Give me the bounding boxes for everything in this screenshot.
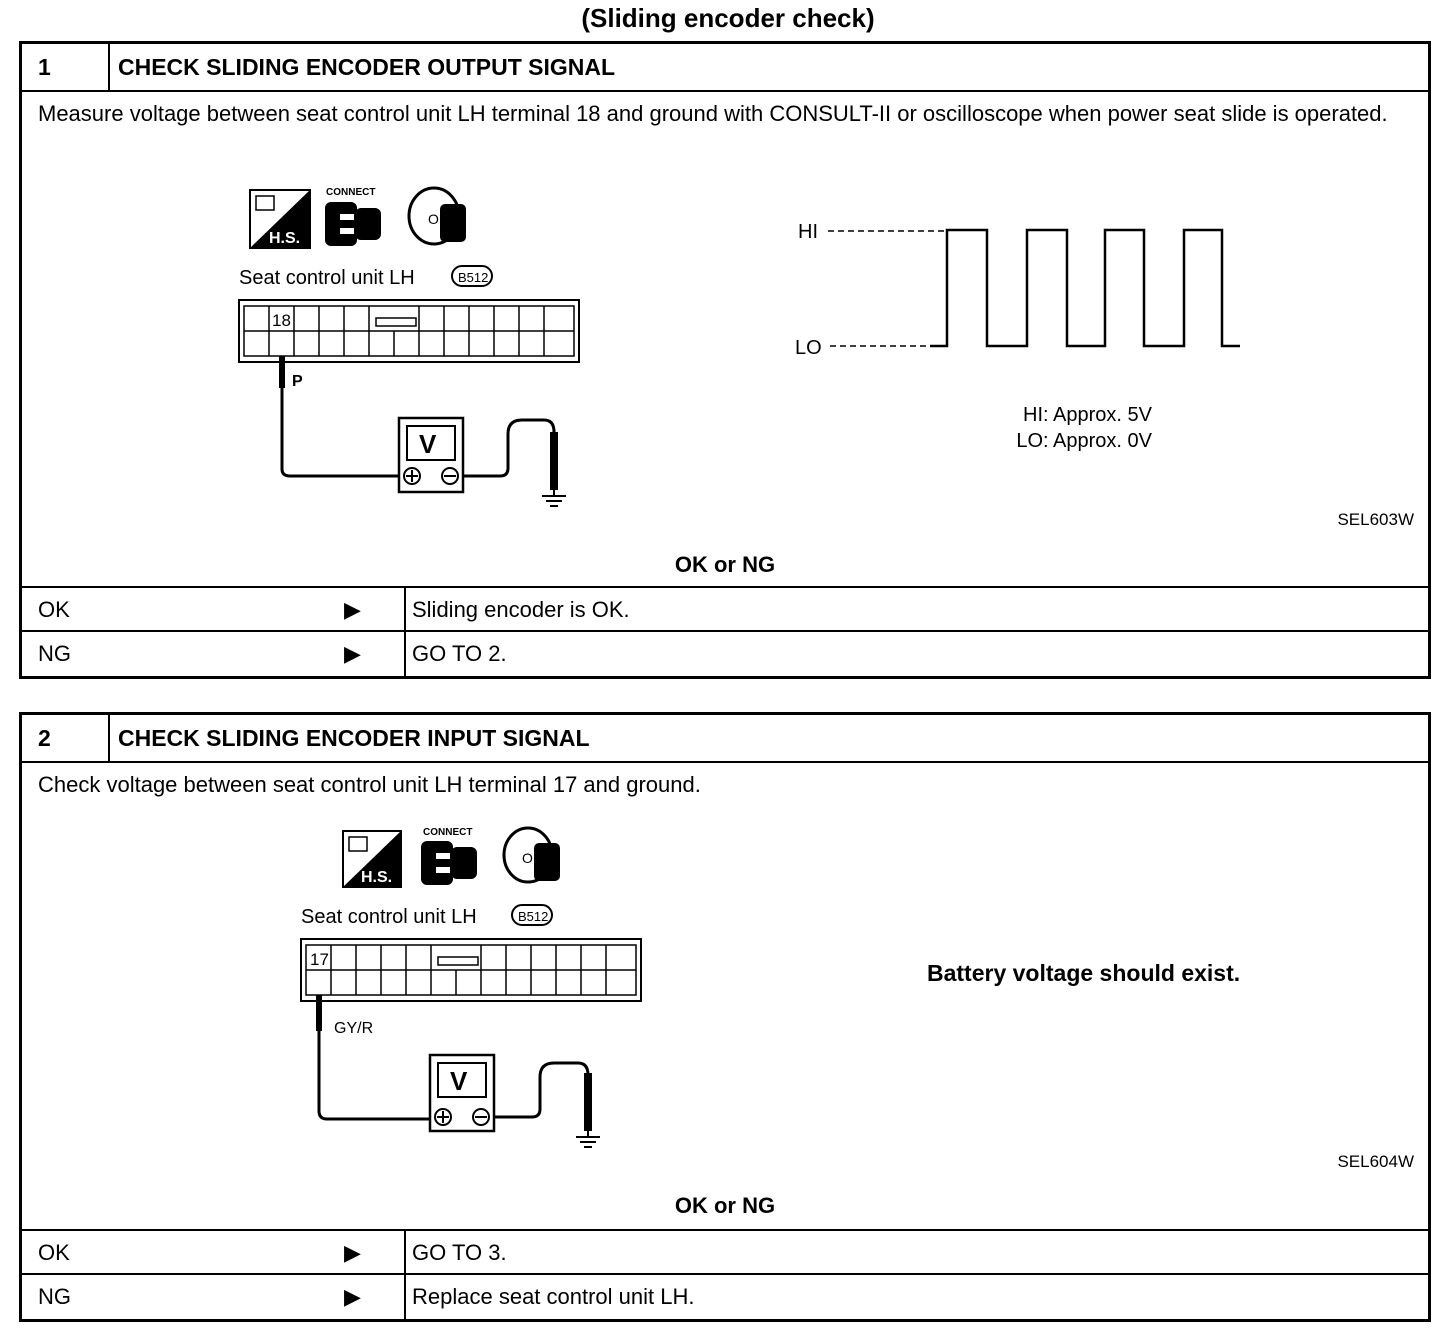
connector [301, 939, 641, 1001]
meter-label: V [450, 1066, 468, 1096]
step-2-number: 2 [22, 715, 110, 761]
hs-label: H.S. [269, 230, 301, 247]
hs-icon [250, 190, 310, 248]
wire-color-label: GY/R [334, 1020, 374, 1037]
probe [279, 356, 285, 388]
connector-code: B512 [518, 909, 549, 924]
ground-probe [584, 1073, 592, 1131]
result-row-ng [22, 630, 1428, 676]
voltmeter [430, 1055, 494, 1131]
result-value: Sliding encoder is OK. [412, 597, 630, 622]
connect-icon [325, 187, 381, 246]
ground-symbol [542, 490, 566, 506]
ok-ng-heading: OK or NG [674, 552, 776, 577]
result-key: OK [38, 1240, 70, 1265]
arrow-icon: ▶ [344, 1240, 361, 1265]
result-key: NG [38, 1284, 71, 1309]
page-title: (Sliding encoder check) [581, 3, 875, 33]
wire-color-label: P [292, 373, 303, 390]
result-value: GO TO 2. [412, 641, 507, 666]
result-key: OK [38, 597, 70, 622]
wire [319, 1031, 430, 1119]
waveform [795, 221, 1240, 359]
wire [282, 388, 399, 476]
probe [316, 995, 322, 1031]
arrow-icon: ▶ [344, 597, 361, 622]
arrow-icon: ▶ [344, 641, 361, 666]
connect-icon [421, 827, 477, 885]
connect-label: CONNECT [326, 187, 376, 198]
unit-label: Seat control unit LH [239, 267, 415, 289]
ground-symbol [576, 1131, 600, 1147]
battery-note: Battery voltage should exist. [927, 960, 1241, 986]
connect-label: CONNECT [423, 827, 473, 838]
hi-value: HI: Approx. 5V [1023, 404, 1152, 426]
terminal-label: 17 [310, 950, 329, 969]
step-1-number: 1 [22, 44, 110, 90]
step-2-title: CHECK SLIDING ENCODER INPUT SIGNAL [118, 725, 590, 751]
result-value: Replace seat control unit LH. [412, 1284, 695, 1309]
ground-wire [494, 1063, 588, 1117]
connector-code: B512 [458, 270, 489, 285]
waveform-legend [962, 402, 1152, 454]
ground-probe [550, 432, 558, 490]
step-1-title: CHECK SLIDING ENCODER OUTPUT SIGNAL [118, 54, 616, 80]
lo-value: LO: Approx. 0V [1016, 430, 1152, 452]
result-row-ok [22, 586, 1428, 632]
connector-code-badge [512, 905, 552, 925]
step-2-instruction: Check voltage between seat control unit LH terminal 17 and ground. [38, 772, 701, 797]
hs-icon [343, 831, 401, 887]
ok-ng-heading: OK or NG [674, 1193, 776, 1218]
ignition-off-icon [409, 188, 466, 244]
off-label: OFF [428, 211, 456, 227]
off-label: OFF [522, 850, 550, 866]
figure-code: SEL604W [1337, 1152, 1414, 1171]
ground-wire [463, 420, 554, 476]
connector-code-badge [452, 266, 492, 286]
lo-label: LO [795, 337, 822, 359]
step-1-diagram [22, 44, 1428, 564]
step-2-diagram [22, 715, 1428, 1155]
connector [239, 300, 579, 362]
result-row-ng [22, 1273, 1428, 1319]
hi-label: HI [798, 221, 818, 243]
step-2-panel [19, 712, 1431, 1322]
voltmeter [399, 418, 463, 492]
arrow-icon: ▶ [344, 1284, 361, 1309]
step-1-panel [19, 41, 1431, 679]
terminal-label: 18 [272, 311, 291, 330]
ignition-off-icon [504, 828, 560, 882]
hs-label: H.S. [361, 869, 393, 886]
result-row-ok [22, 1229, 1428, 1275]
result-value: GO TO 3. [412, 1240, 507, 1265]
figure-code: SEL603W [1337, 510, 1414, 529]
step-1-instruction: Measure voltage between seat control unit LH terminal 18 and ground with CONSULT-II or oscilloscope when power seat slide is operated. [38, 101, 1388, 126]
unit-label: Seat control unit LH [301, 906, 477, 928]
result-key: NG [38, 641, 71, 666]
meter-label: V [419, 429, 437, 459]
